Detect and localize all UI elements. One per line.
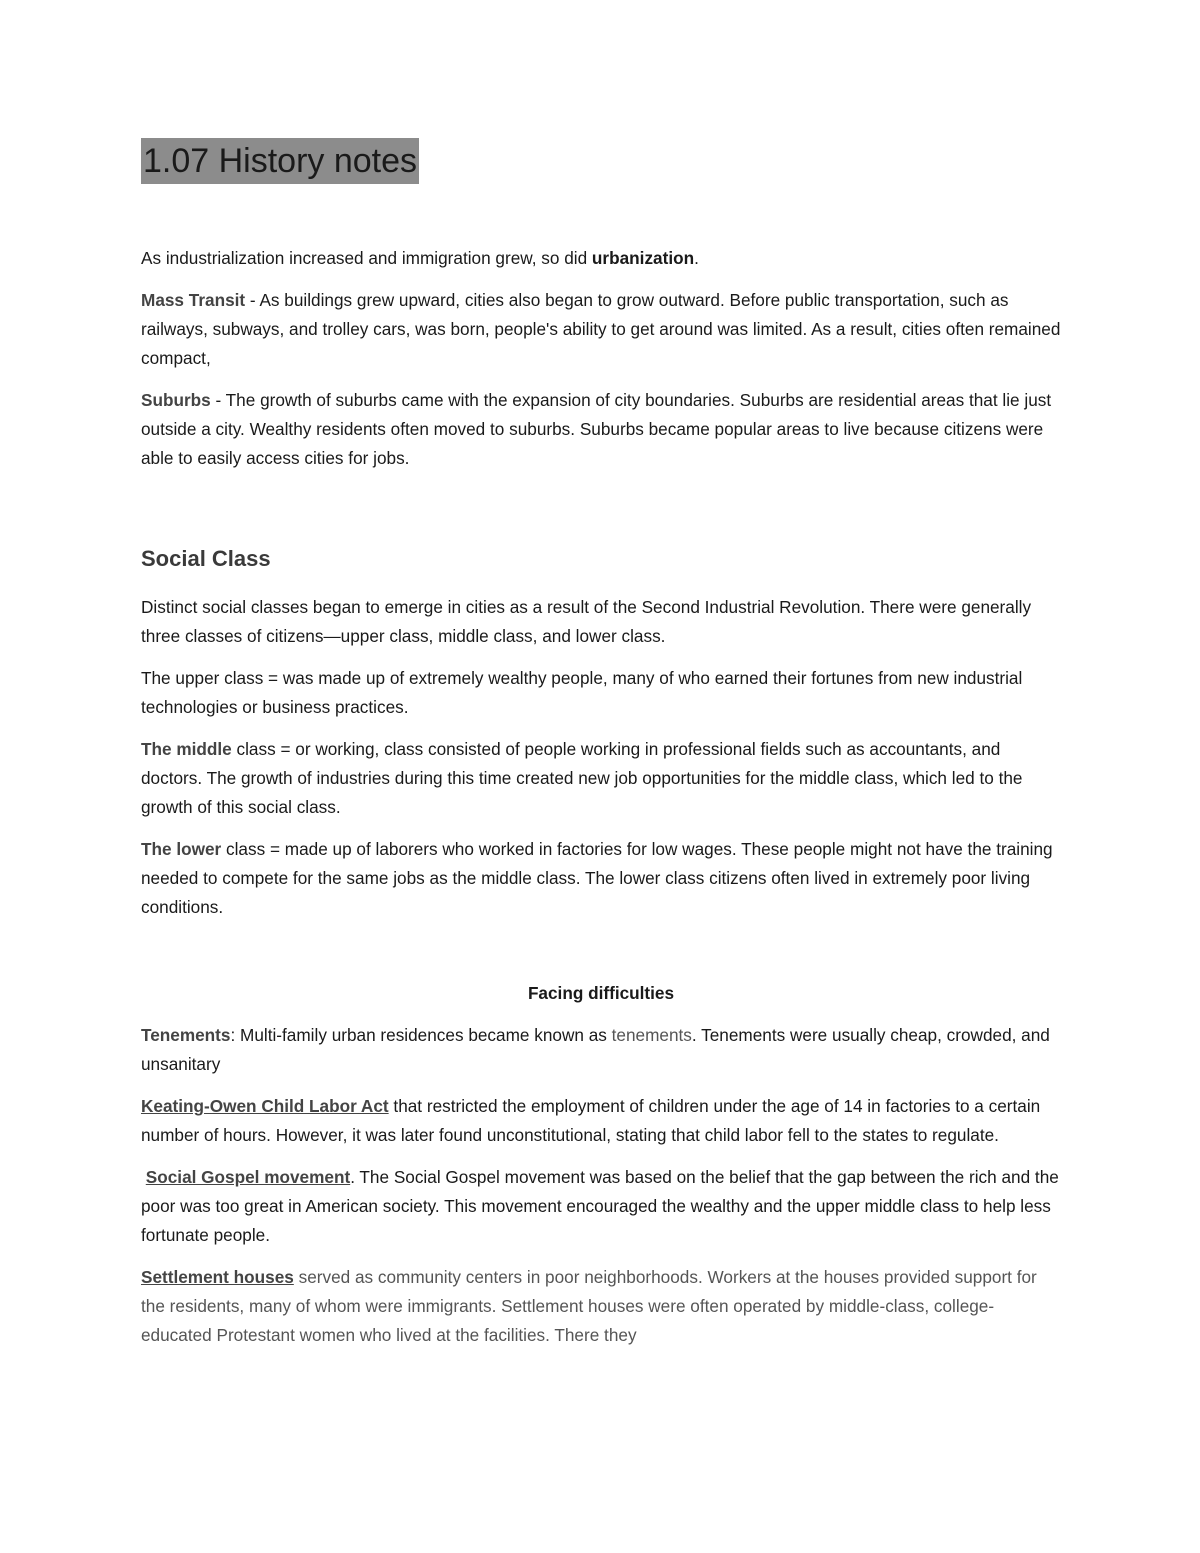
intro-end: .: [694, 248, 699, 268]
lower-class-term: The lower: [141, 839, 222, 860]
social-gospel-paragraph: [141, 1163, 1061, 1250]
middle-class-term: The middle: [141, 739, 232, 760]
middle-class-paragraph: [141, 735, 1061, 822]
intro-paragraph: [141, 244, 1061, 273]
facing-difficulties-heading: Facing difficulties: [527, 983, 675, 1004]
suburbs-text: - The growth of suburbs came with the expansion of city boundaries. Suburbs are residential areas that lie just outside a city. Wealthy residents often moved to suburbs. Suburbs became popular areas to live because citizens were able to easily access cities for jobs.: [141, 390, 1052, 468]
mass-transit-text: - As buildings grew upward, cities also began to grow outward. Before public transportation, such as railways, subways, and trolley cars, was born, people's ability to get around was limited. As a result, cities often remained compact,: [141, 290, 1061, 368]
tenements-word: tenements: [611, 1025, 692, 1046]
tenements-text-1: : Multi-family urban residences became known as: [230, 1025, 612, 1046]
social-class-intro: Distinct social classes began to emerge in cities as a result of the Second Industrial Revolution. There were generally three classes of citizens—upper class, middle class, and lower class.: [141, 597, 1032, 647]
mass-transit-term: Mass Transit: [141, 290, 246, 310]
intro-text: As industrialization increased and immigration grew, so did: [141, 248, 592, 268]
settlement-houses-term: Settlement houses: [141, 1267, 294, 1288]
intro-bold-term: urbanization: [591, 248, 695, 268]
keating-owen-term: Keating-Owen Child Labor Act: [141, 1096, 389, 1117]
tenements-text-2: . Tenements were usually cheap, crowded, and unsanitary: [141, 1025, 1050, 1075]
suburbs-term: Suburbs: [141, 390, 211, 410]
lower-class-text: class = made up of laborers who worked in factories for low wages. These people might not have the training needed to compete for the same jobs as the middle class. The lower class citizens often lived in extremely poor living conditions.: [141, 839, 1053, 918]
suburbs-paragraph: [141, 386, 1061, 473]
upper-class-paragraph: The upper class = was made up of extremely wealthy people, many of who earned their fortunes from new industrial technologies or business practices.: [141, 668, 1023, 718]
keating-owen-paragraph: [141, 1092, 1061, 1150]
keating-owen-text: that restricted the employment of children under the age of 14 in factories to a certain number of hours. However, it was later found unconstitutional, stating that child labor fell to the states to regulate.: [141, 1096, 1041, 1146]
document-body: [141, 138, 1061, 1350]
tenements-term: Tenements: [141, 1025, 231, 1046]
lower-class-paragraph: [141, 835, 1061, 922]
social-gospel-text: . The Social Gospel movement was based on the belief that the gap between the rich and the poor was too great in American society. This movement encouraged the wealthy and the upper middle class to help less fortunate people.: [141, 1167, 1059, 1246]
middle-class-text: class = or working, class consisted of people working in professional fields such as accountants, and doctors. The growth of industries during this time created new job opportunities for the middle class, which led to the growth of this social class.: [141, 739, 1023, 818]
settlement-houses-text: served as community centers in poor neighborhoods. Workers at the houses provided support for the residents, many of whom were immigrants. Settlement houses were often operated by middle-class, college-educated Protestant women who lived at the facilities. There they: [141, 1267, 1037, 1346]
social-gospel-term: Social Gospel movement: [145, 1167, 351, 1188]
tenements-paragraph: [141, 1021, 1061, 1079]
social-class-heading: Social Class: [141, 546, 271, 571]
page-title: 1.07 History notes: [141, 138, 419, 184]
settlement-houses-paragraph: [141, 1263, 1061, 1350]
mass-transit-paragraph: [141, 286, 1061, 373]
